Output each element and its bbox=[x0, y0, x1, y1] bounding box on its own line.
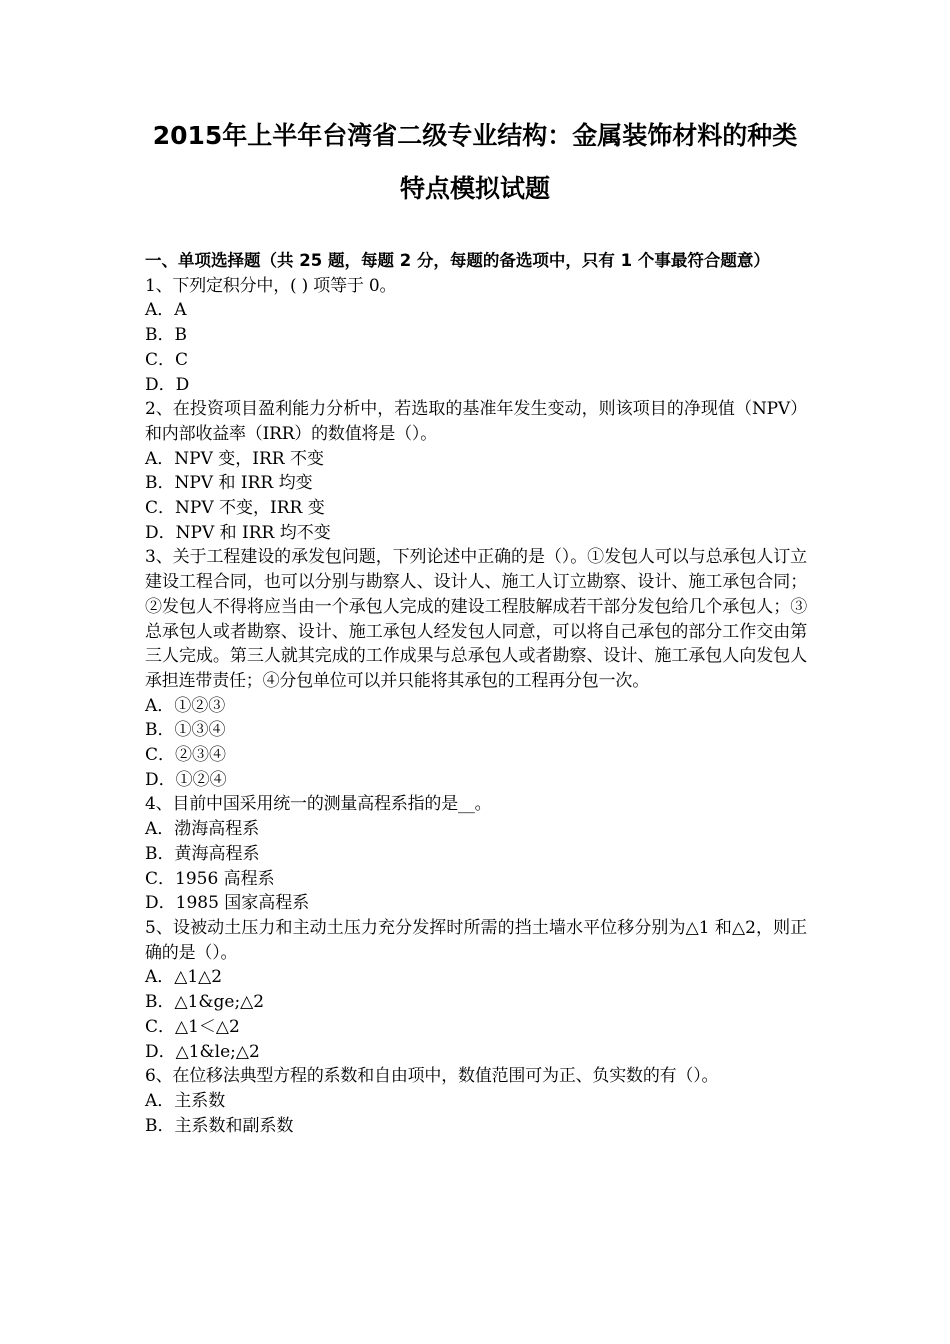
option-a: A．△1△2 bbox=[145, 967, 223, 988]
question-stem: 4、目前中国采用统一的测量高程系指的是__。 bbox=[145, 794, 492, 815]
option-c: C．NPV 不变，IRR 变 bbox=[145, 498, 325, 519]
option-b: B．B bbox=[145, 325, 187, 346]
question-stem: 5、设被动土压力和主动土压力充分发挥时所需的挡土墙水平位移分别为△1 和△2，则正确的是（）。 bbox=[145, 917, 807, 963]
question-4 bbox=[145, 792, 807, 916]
option-a: A．NPV 变，IRR 不变 bbox=[145, 448, 324, 469]
question-6 bbox=[145, 1064, 807, 1138]
question-stem: 1、下列定积分中，( ) 项等于 0。 bbox=[145, 275, 397, 296]
document-title-line-2: 特点模拟试题 bbox=[399, 174, 550, 203]
option-b: B．主系数和副系数 bbox=[145, 1115, 294, 1136]
option-a: A．主系数 bbox=[145, 1090, 226, 1111]
option-c: C．1956 高程系 bbox=[145, 868, 275, 889]
option-d: D．△1&le;△2 bbox=[145, 1041, 260, 1062]
question-2 bbox=[145, 397, 807, 545]
option-a: A．渤海高程系 bbox=[145, 819, 260, 840]
option-d: D．NPV 和 IRR 均不变 bbox=[145, 522, 331, 543]
option-b: B．①③④ bbox=[145, 720, 226, 741]
document-title-line-1: 2015年上半年台湾省二级专业结构：金属装饰材料的种类 bbox=[152, 121, 798, 150]
question-stem: 2、在投资项目盈利能力分析中，若选取的基准年发生变动，则该项目的净现值（NPV）和内部收益率（IRR）的数值将是（）。 bbox=[145, 399, 807, 444]
option-b: B．黄海高程系 bbox=[145, 843, 260, 864]
question-3 bbox=[145, 545, 807, 792]
option-c: C．C bbox=[145, 349, 189, 370]
question-5 bbox=[145, 916, 807, 1064]
option-a: A．①②③ bbox=[145, 695, 226, 716]
section-heading: 一、单项选择题（共 25 题，每题 2 分，每题的备选项中，只有 1 个事最符合题意） bbox=[145, 251, 770, 270]
option-b: B．△1&ge;△2 bbox=[145, 992, 265, 1013]
option-d: D．①②④ bbox=[145, 769, 227, 790]
option-c: C．②③④ bbox=[145, 745, 227, 766]
question-stem: 3、关于工程建设的承发包问题，下列论述中正确的是（）。①发包人可以与总承包人订立建设工程合同，也可以分别与勘察人、设计人、施工人订立勘察、设计、施工承包合同；②发包人不得将应当由一个承包人完成的建设工程肢解成若干部分发包给几个承包人；③总承包人或者勘察、设计、施工承包人经发包人同意，可以将自己承包的部分工作交由第三人完成。第三人就其完成的工作成果与总承包人或者勘察、设计、施工承包人向发包人承担连带责任；④分包单位可以并只能将其承包的工程再分包一次。 bbox=[145, 547, 807, 691]
option-a: A．A bbox=[145, 300, 187, 321]
option-c: C．△1＜△2 bbox=[145, 1016, 240, 1037]
question-stem: 6、在位移法典型方程的系数和自由项中，数值范围可为正、负实数的有（）。 bbox=[145, 1066, 719, 1087]
option-d: D．1985 国家高程系 bbox=[145, 893, 310, 914]
question-1 bbox=[145, 274, 807, 398]
option-d: D．D bbox=[145, 374, 190, 395]
document-body bbox=[145, 249, 807, 1138]
option-b: B．NPV 和 IRR 均变 bbox=[145, 473, 313, 494]
